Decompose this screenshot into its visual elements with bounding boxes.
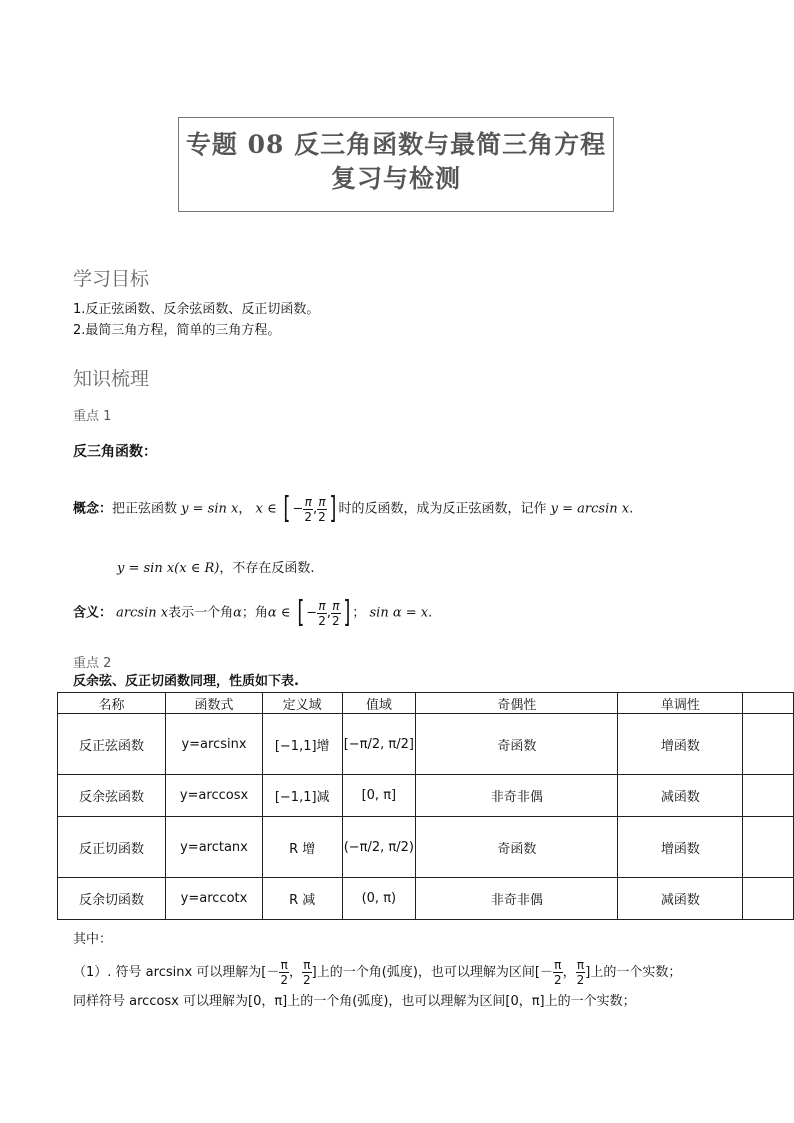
concept-eq: y = sin x	[181, 501, 239, 517]
frac-num: π	[576, 958, 585, 972]
key2-subheading: 反余弦、反正切函数同理，性质如下表.	[73, 674, 299, 689]
cell-name: 反正弦函数	[58, 714, 166, 775]
goal-item-2: 2.最简三角方程，简单的三角方程。	[73, 323, 281, 338]
frac-pi-2	[302, 958, 312, 987]
notes-line1-a: （1）. 符号 arcsinx 可以理解为[－	[73, 965, 280, 980]
notes-line1-e: ]上的一个实数；	[585, 965, 682, 980]
meaning-arcsin: arcsin x	[116, 605, 169, 621]
neg-sign: −	[306, 605, 318, 621]
frac-num: π	[554, 958, 562, 972]
cell-domain: R 减	[262, 878, 342, 920]
table-row	[58, 714, 794, 775]
frac-pi-2	[279, 958, 289, 987]
key1-subheading: 反三角函数：	[73, 444, 157, 460]
frac-num: π	[280, 958, 288, 972]
key2-label: 重点 2	[73, 656, 112, 671]
notes-line-1	[73, 958, 681, 987]
cell-range: (0, π)	[342, 878, 416, 920]
cell-domain: R 增	[262, 817, 342, 878]
meaning-eq: sin α = x	[369, 605, 429, 621]
cell-range: (−π/2, π/2)	[342, 817, 416, 878]
cell-name: 反正切函数	[58, 817, 166, 878]
table-row	[58, 817, 794, 878]
right-bracket: ]	[329, 491, 337, 526]
cell-name: 反余切函数	[58, 878, 166, 920]
concept-eq2: y = arcsin x	[550, 501, 630, 517]
left-bracket: [	[296, 595, 304, 630]
concept-line: 概念：把正弦函数 y = sin x， x ∈ [ − $\frac{\pi}{2}$ , $\frac{\pi}{2}$ ] 时的反函数，成为反正弦函数，记作 y = arcsin x.	[73, 491, 634, 526]
cell-empty	[743, 714, 794, 775]
key1-label: 重点 1	[73, 409, 112, 424]
cell-parity: 非奇非偶	[416, 878, 618, 920]
cell-formula: y=arctanx	[166, 817, 263, 878]
cell-domain: [−1,1]减	[262, 775, 342, 817]
meaning-text-b: 表示一个角	[168, 605, 234, 621]
right-bracket: ]	[342, 595, 350, 630]
table-row	[58, 878, 794, 920]
frac-den: 2	[553, 973, 562, 987]
meaning-text-c: ；角	[241, 605, 268, 621]
cell-parity: 非奇非偶	[416, 775, 618, 817]
notes-line-2: 同样符号 arccosx 可以理解为[0，π]上的一个角(弧度)，也可以理解为区间[0，π]上的一个实数；	[73, 994, 636, 1009]
frac-num: π	[303, 958, 311, 972]
goal-item-1: 1.反正弦函数、反余弦函数、反正切函数。	[73, 302, 320, 317]
cell-parity: 奇函数	[416, 714, 618, 775]
frac-den: 2	[304, 509, 312, 524]
concept-x-in: x ∈	[255, 501, 277, 517]
table-header-empty	[743, 693, 794, 714]
meaning-text-d: ；	[352, 605, 366, 621]
no-inverse-eq: y = sin x(x ∈ R)	[117, 561, 220, 576]
notes-line1-b: ，	[289, 965, 303, 980]
cell-monotonic: 减函数	[618, 878, 743, 920]
table-header: 值域	[342, 693, 416, 714]
table-header: 名称	[58, 693, 166, 714]
notes-heading: 其中：	[73, 932, 113, 947]
cell-domain: [−1,1]增	[262, 714, 342, 775]
cell-formula: y=arccotx	[166, 878, 263, 920]
no-inverse-text: ，不存在反函数.	[219, 561, 315, 576]
concept-label: 概念：	[73, 501, 113, 517]
table-header: 单调性	[618, 693, 743, 714]
title-box	[178, 117, 614, 212]
knowledge-heading: 知识梳理	[73, 368, 150, 390]
frac-pi-2	[553, 958, 563, 987]
concept-text-a: 把正弦函数	[112, 501, 178, 517]
frac-den: 2	[331, 613, 340, 628]
alpha-symbol: α	[233, 605, 242, 621]
cell-range: [0, π]	[342, 775, 416, 817]
frac-den: 2	[280, 973, 289, 987]
properties-table	[57, 692, 794, 920]
concept-end: .	[629, 501, 634, 517]
frac-pi-2	[303, 495, 313, 524]
left-bracket: [	[283, 491, 291, 526]
frac-num: π	[304, 494, 312, 509]
page-title-line2: 复习与检测	[330, 164, 461, 193]
frac-pi-2	[317, 495, 327, 524]
concept-text-b: 时的反函数，成为反正弦函数，记作	[338, 501, 547, 517]
cell-empty	[743, 817, 794, 878]
meaning-line: 含义： arcsin x表示一个角α；角α ∈ [ − $\frac{\pi}{2}$ , $\frac{\pi}{2}$ ] ； sin α = x.	[73, 595, 433, 630]
no-inverse-line	[117, 557, 314, 576]
table-header: 函数式	[166, 693, 263, 714]
cell-monotonic: 增函数	[618, 714, 743, 775]
meaning-end: .	[428, 605, 433, 621]
cell-monotonic: 减函数	[618, 775, 743, 817]
cell-name: 反余弦函数	[58, 775, 166, 817]
frac-num: π	[318, 598, 326, 613]
page-title-line1: 专题 08 反三角函数与最简三角方程	[185, 130, 607, 159]
frac-pi-2	[576, 958, 586, 987]
frac-pi-2	[331, 599, 341, 628]
cell-formula: y=arccosx	[166, 775, 263, 817]
alpha-in: α ∈	[267, 605, 291, 621]
concept-comma: ，	[238, 501, 252, 517]
notes-line1-d: ，	[562, 965, 576, 980]
cell-empty	[743, 878, 794, 920]
table-row	[58, 775, 794, 817]
cell-range: [−π/2, π/2]	[342, 714, 416, 775]
cell-empty	[743, 775, 794, 817]
frac-den: 2	[576, 973, 585, 987]
table-header: 定义域	[262, 693, 342, 714]
cell-parity: 奇函数	[416, 817, 618, 878]
table-header: 奇偶性	[416, 693, 618, 714]
cell-formula: y=arcsinx	[166, 714, 263, 775]
frac-num: π	[332, 598, 340, 613]
neg-sign: −	[292, 501, 304, 517]
frac-den: 2	[318, 509, 326, 524]
cell-monotonic: 增函数	[618, 817, 743, 878]
frac-num: π	[318, 494, 326, 509]
frac-pi-2	[317, 599, 327, 628]
meaning-label: 含义：	[73, 605, 113, 621]
goals-heading: 学习目标	[73, 268, 150, 290]
notes-line1-c: ]上的一个角(弧度)，也可以理解为区间[－	[311, 965, 553, 980]
frac-den: 2	[303, 973, 311, 987]
frac-den: 2	[318, 613, 326, 628]
table-header-row	[58, 693, 794, 714]
